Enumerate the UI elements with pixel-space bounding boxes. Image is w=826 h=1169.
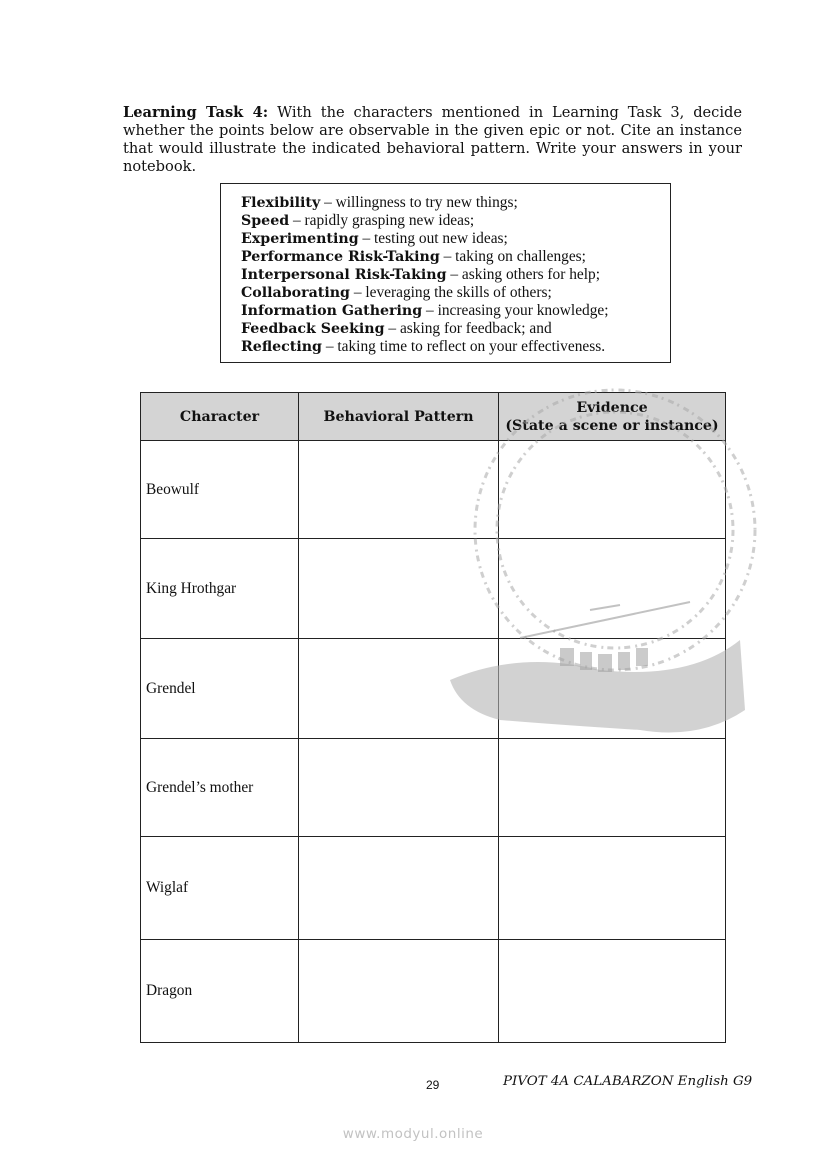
table-row [141, 639, 726, 739]
table-row [141, 441, 726, 539]
pattern-term: Flexibility [241, 195, 321, 211]
pattern-item [241, 338, 670, 356]
pattern-item [241, 302, 670, 320]
pattern-item [241, 248, 670, 266]
pattern-answer-cell [299, 639, 499, 739]
header-evidence-line1: Evidence [576, 399, 648, 416]
header-behavioral-pattern: Behavioral Pattern [299, 393, 499, 441]
pattern-definition: – rapidly grasping new ideas; [289, 212, 475, 229]
pattern-definition: – asking for feedback; and [384, 320, 552, 337]
pattern-definition: – leveraging the skills of others; [349, 284, 552, 301]
pattern-term: Performance Risk-Taking [241, 249, 440, 265]
character-cell: King Hrothgar [141, 539, 299, 639]
pattern-definition: – asking others for help; [446, 266, 600, 283]
evidence-answer-cell [499, 837, 726, 940]
table-row [141, 940, 726, 1043]
behavioral-patterns-box [220, 183, 671, 363]
pattern-term: Feedback Seeking [241, 321, 385, 337]
pattern-term: Collaborating [241, 285, 350, 301]
task-label: Learning Task 4: [123, 104, 269, 121]
page-number: 29 [426, 1078, 440, 1092]
header-character: Character [141, 393, 299, 441]
pattern-item [241, 194, 670, 212]
character-cell: Wiglaf [141, 837, 299, 940]
pattern-item [241, 230, 670, 248]
pattern-definition: – taking on challenges; [439, 248, 586, 265]
character-cell: Beowulf [141, 441, 299, 539]
pattern-definition: – testing out new ideas; [358, 230, 508, 247]
pattern-item [241, 266, 670, 284]
evidence-answer-cell [499, 739, 726, 837]
pattern-term: Experimenting [241, 231, 359, 247]
pattern-definition: – willingness to try new things; [320, 194, 518, 211]
evidence-answer-cell [499, 539, 726, 639]
pattern-answer-cell [299, 739, 499, 837]
table-row [141, 539, 726, 639]
pattern-item [241, 212, 670, 230]
instructions-paragraph [123, 104, 742, 176]
header-evidence [499, 393, 726, 441]
pattern-term: Interpersonal Risk-Taking [241, 267, 447, 283]
evidence-answer-cell [499, 940, 726, 1043]
pattern-term: Reflecting [241, 339, 322, 355]
pattern-definition: – taking time to reflect on your effectiveness. [321, 338, 606, 355]
instructions-text: With the characters mentioned in Learning Task 3, decide whether the points below are observable in the given epic or not. Cite an instance that would illustrate the indicated behavioral pattern. Write your answers in your notebook. [123, 104, 742, 175]
header-evidence-line2: (State a scene or instance) [505, 417, 719, 434]
answer-table [140, 392, 726, 1043]
site-watermark: www.modyul.online [342, 1126, 484, 1142]
character-cell: Grendel [141, 639, 299, 739]
pattern-answer-cell [299, 940, 499, 1043]
pattern-term: Speed [241, 213, 290, 229]
pattern-definition: – increasing your knowledge; [422, 302, 609, 319]
pattern-item [241, 284, 670, 302]
character-cell: Dragon [141, 940, 299, 1043]
table-row [141, 739, 726, 837]
table-row [141, 837, 726, 940]
table-header-row [141, 393, 726, 441]
pattern-answer-cell [299, 837, 499, 940]
pattern-item [241, 320, 670, 338]
evidence-answer-cell [499, 441, 726, 539]
pattern-answer-cell [299, 441, 499, 539]
footer-title: PIVOT 4A CALABARZON English G9 [503, 1074, 753, 1089]
pattern-answer-cell [299, 539, 499, 639]
pattern-term: Information Gathering [241, 303, 423, 319]
character-cell: Grendel’s mother [141, 739, 299, 837]
evidence-answer-cell [499, 639, 726, 739]
